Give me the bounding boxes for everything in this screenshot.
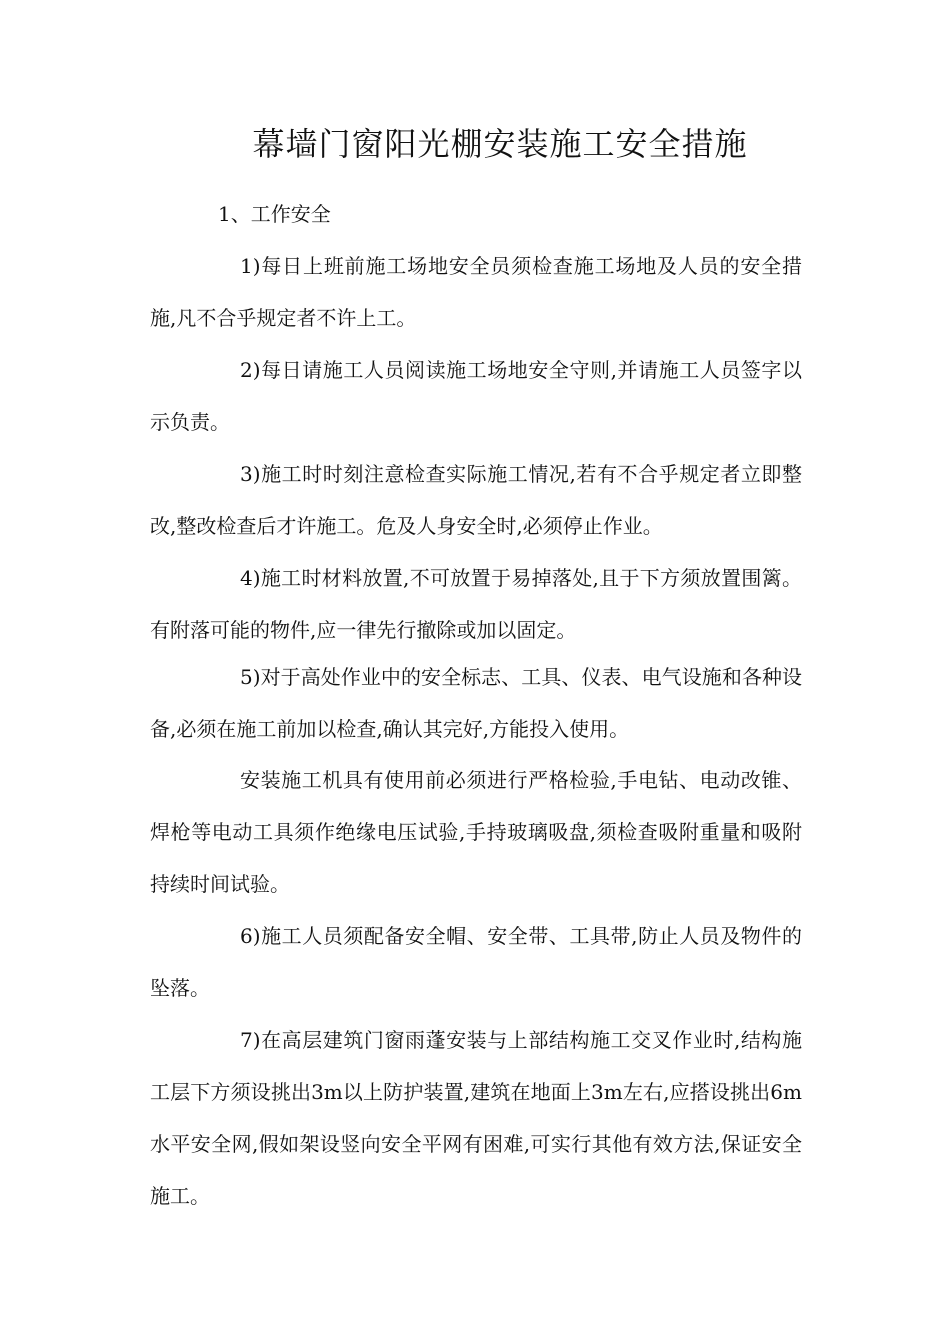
paragraph-1: 1)每日上班前施工场地安全员须检查施工场地及人员的安全措施,凡不合乎规定者不许上工。 — [150, 254, 802, 330]
section-heading: 1、工作安全 — [218, 202, 331, 226]
paragraph-7: 7)在高层建筑门窗雨蓬安装与上部结构施工交叉作业时,结构施工层下方须设挑出3m以上防护装置,建筑在地面上3m左右,应搭设挑出6m水平安全网,假如架设竖向安全平网有困难,可实行其他有效方法,保证安全施工。 — [150, 1028, 802, 1208]
paragraph-2: 2)每日请施工人员阅读施工场地安全守则,并请施工人员签字以示负责。 — [150, 358, 802, 434]
paragraph-5: 5)对于高处作业中的安全标志、工具、仪表、电气设施和各种设备,必须在施工前加以检查,确认其完好,方能投入使用。 — [150, 665, 802, 741]
paragraph-4: 4)施工时材料放置,不可放置于易掉落处,且于下方须放置围篱。有附落可能的物件,应一律先行撤除或加以固定。 — [150, 566, 802, 642]
paragraph-6: 6)施工人员须配备安全帽、安全带、工具带,防止人员及物件的坠落。 — [150, 924, 802, 1000]
paragraph-equipment-inspection: 安装施工机具有使用前必须进行严格检验,手电钻、电动改锥、焊枪等电动工具须作绝缘电压试验,手持玻璃吸盘,须检查吸附重量和吸附持续时间试验。 — [150, 768, 802, 896]
paragraph-3: 3)施工时时刻注意检查实际施工情况,若有不合乎规定者立即整改,整改检查后才许施工。危及人身安全时,必须停止作业。 — [150, 462, 802, 538]
document-title: 幕墙门窗阳光棚安装施工安全措施 — [252, 125, 748, 163]
